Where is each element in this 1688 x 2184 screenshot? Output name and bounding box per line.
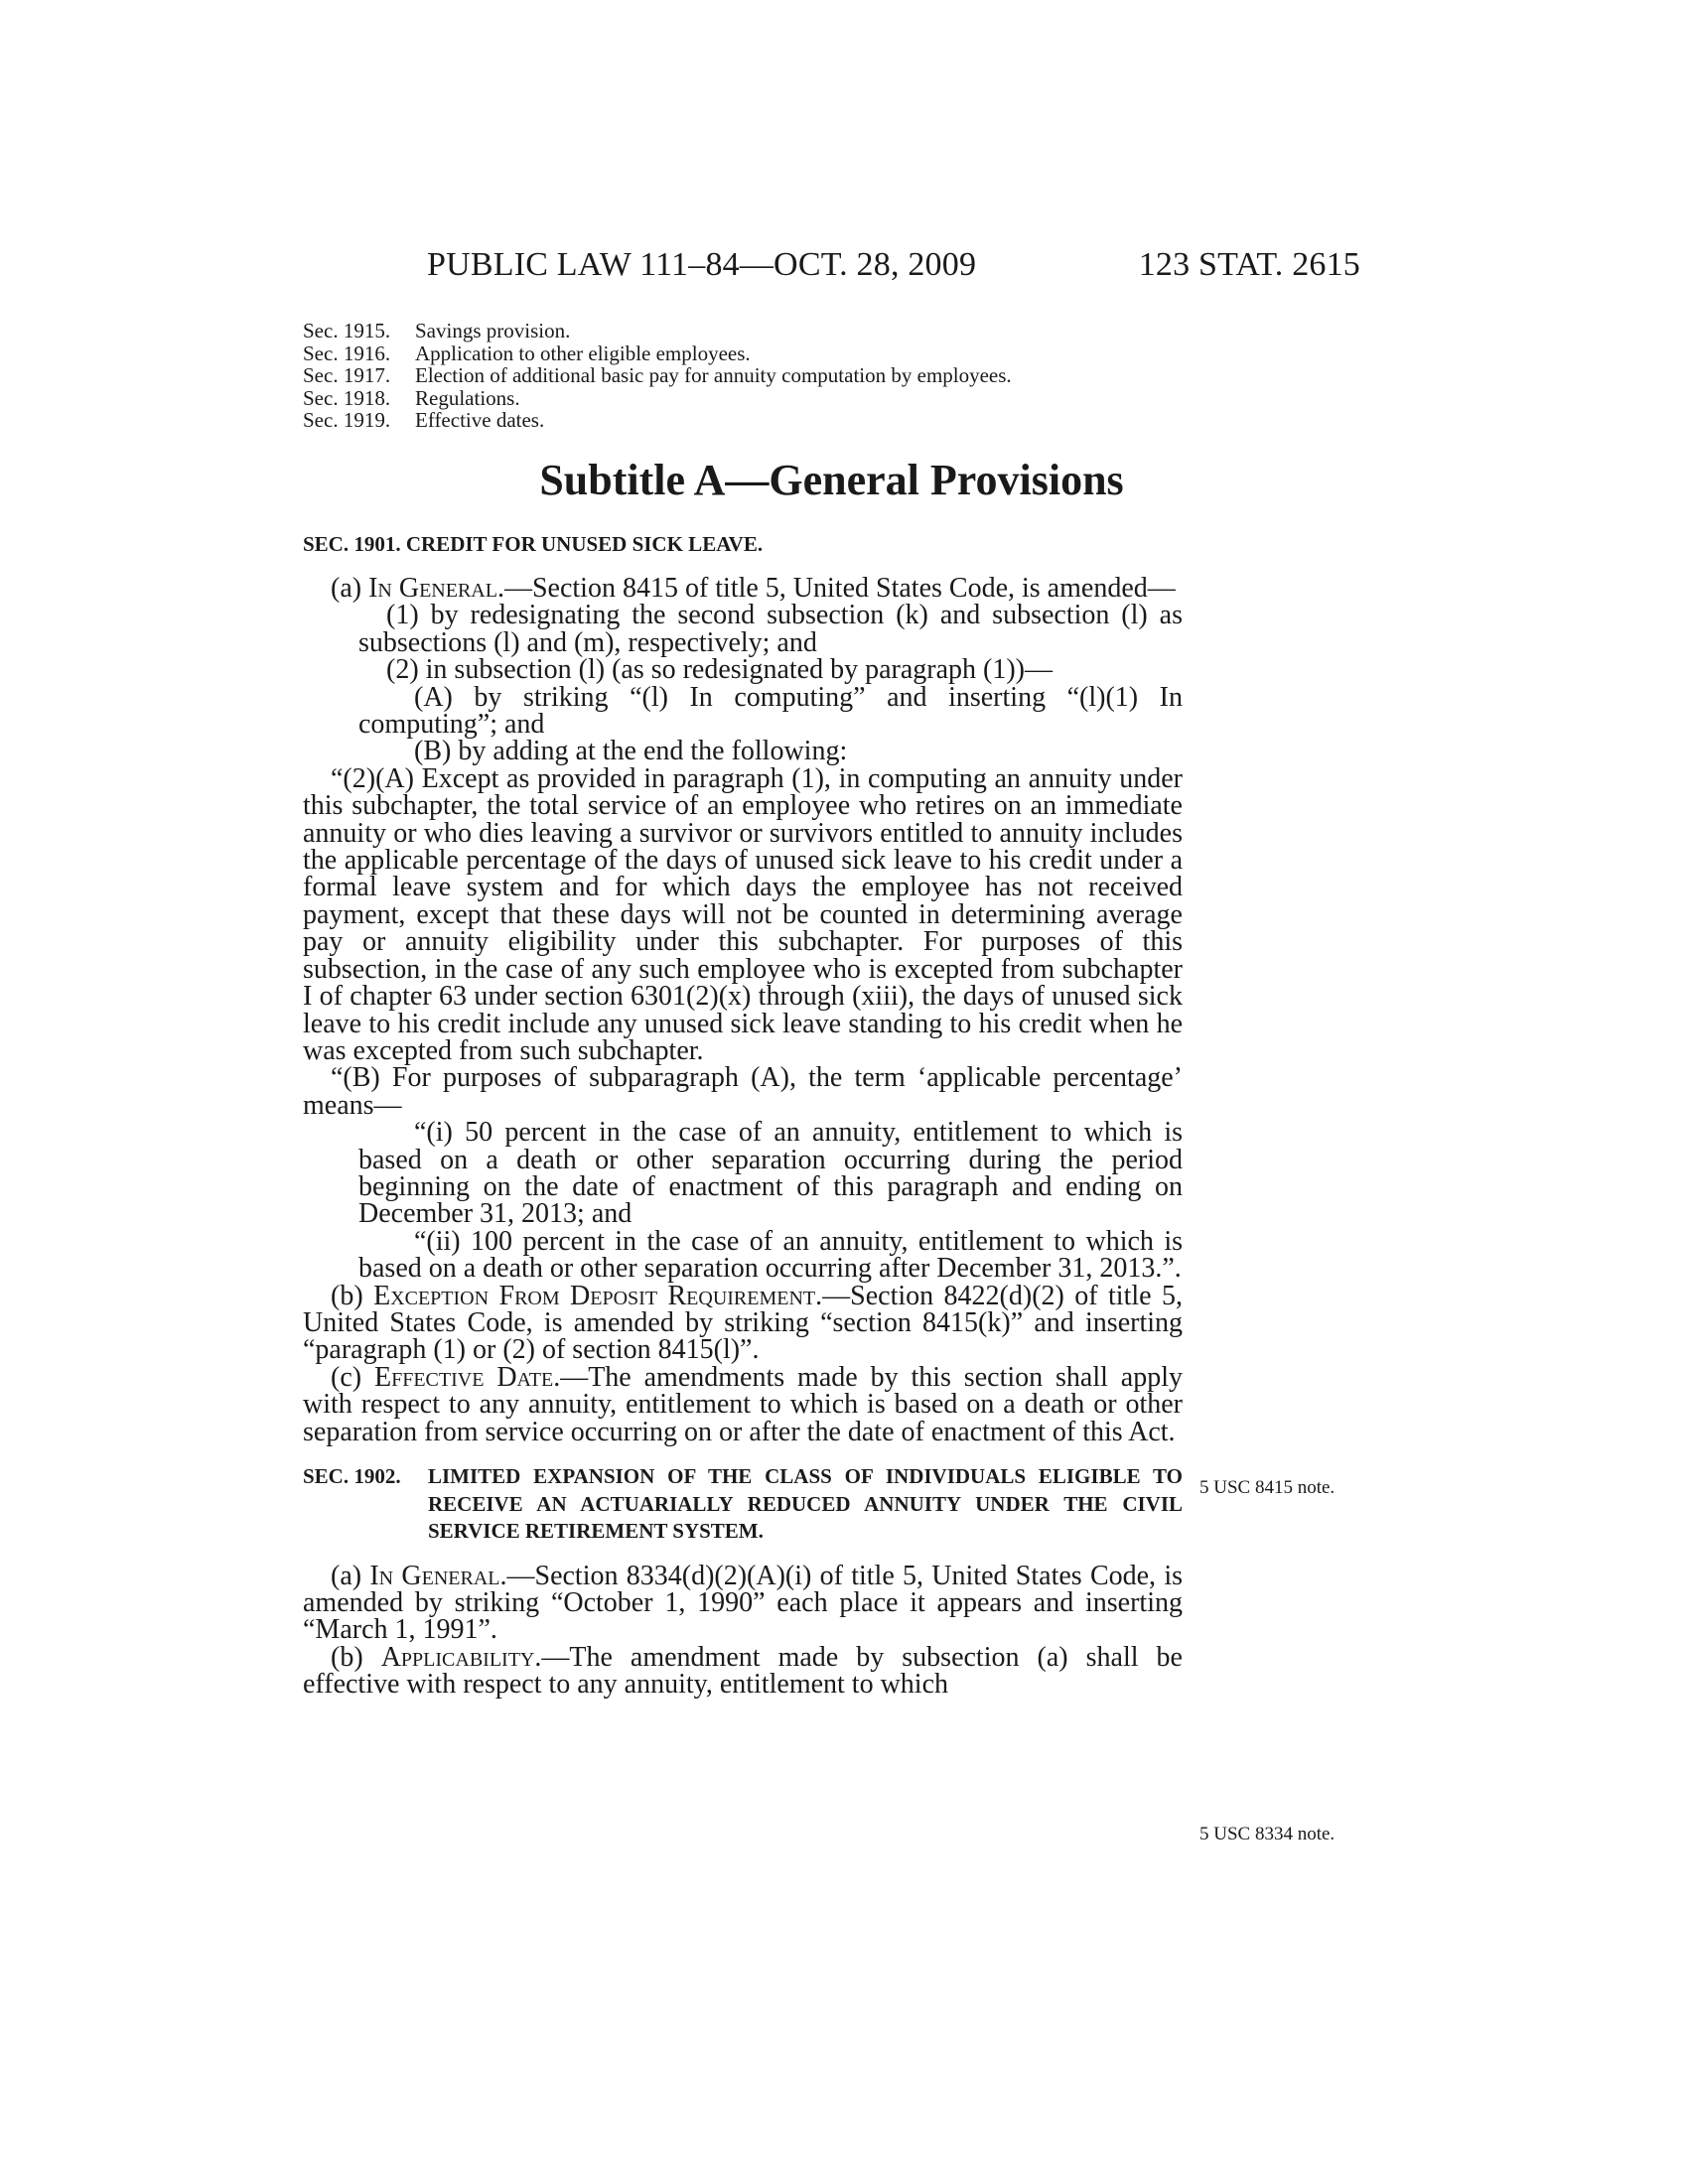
subsection-lead: (c) [331,1361,374,1393]
toc-section-number: Sec. 1915. [303,319,391,342]
toc-section-number: Sec. 1917. [303,363,391,387]
quoted-paragraph-2b: “(B) For purposes of subparagraph (A), the term ‘applicable percentage’ means— [303,1062,1183,1121]
section-1902-label: SEC. 1902. [303,1464,401,1488]
table-of-contents [303,320,1196,432]
toc-section-title: Regulations. [415,385,520,410]
subsection-heading: In General [369,1560,500,1591]
toc-section-number: Sec. 1919. [303,408,391,432]
toc-row [303,342,1196,365]
toc-section-title: Savings provision. [415,319,571,342]
statute-body [303,531,1183,1699]
toc-row [303,409,1196,432]
running-header-stat-page: 123 STAT. 2615 [1138,246,1360,283]
section-1902-heading [303,1463,1183,1546]
sec1901-paragraph-1: (1) by redesignating the second subsection (k) and subsection (l) as subsections (l) and (m), respectively; and [358,600,1183,658]
subsection-lead: (b) [331,1641,381,1673]
sec1902-subsection-b [303,1641,1183,1701]
subsection-text: .—The amendment made by subsection (a) shall be effective with respect to any annuity, entitlement to which [303,1641,1183,1701]
sec1901-subsection-c [303,1361,1184,1447]
subsection-text: .—Section 8415 of title 5, United States Code, is amended— [496,573,1176,604]
toc-row [303,364,1196,387]
subsection-heading: In General [368,573,497,604]
margin-note-8334: 5 USC 8334 note. [1199,1824,1336,1844]
margin-note-8415: 5 USC 8415 note. [1199,1477,1336,1498]
toc-section-title: Application to other eligible employees. [415,341,751,365]
subsection-heading: Exception From Deposit Requirement [373,1280,816,1311]
sec1901-subsection-a [303,575,1183,602]
toc-row [303,320,1196,342]
subsection-lead: (a) [331,573,369,604]
quoted-clause-ii: “(ii) 100 percent in the case of an annuity, entitlement to which is based on a death or other separation occurring after December 31, 2013.”. [358,1225,1183,1285]
subtitle-heading: Subtitle A—General Provisions [539,456,1124,504]
quoted-clause-i: “(i) 50 percent in the case of an annuity, entitlement to which is based on a death or other separation occurring during the period beginning on the date of enactment of this paragraph and ending on December 31, 2013; and [358,1117,1183,1230]
subsection-text: .—The amendments made by this section shall apply with respect to any annuity, entitlement to which is based on a death or other separation from service occurring on or after the date of enactment of this Act. [303,1361,1184,1447]
toc-section-number: Sec. 1916. [303,341,391,365]
subsection-text: .—Section 8334(d)(2)(A)(i) of title 5, United States Code, is amended by striking “October 1, 1990” each place it appears and inserting “March 1, 1991”. [303,1560,1183,1646]
sec1901-subsection-b [303,1280,1183,1366]
quoted-paragraph-2a: “(2)(A) Except as provided in paragraph (1), in computing an annuity under this subchapter, the total service of an employee who retires on an immediate annuity or who dies leaving a survivor or survivors entitled to annuity includes the applicable percentage of the days of unused sick leave to his credit under a formal leave system and for which days the employee has not received payment, except that these days will not be counted in determining average pay or annuity eligibility under this subchapter. For purposes of this subsection, in the case of any such employee who is excepted from subchapter I of chapter 63 under section 6301(2)(x) through (xiii), the days of unused sick leave to his credit include any unused sick leave standing to his credit when he was excepted from such subchapter. [303,762,1183,1066]
toc-section-number: Sec. 1918. [303,385,391,410]
section-1902-title: LIMITED EXPANSION OF THE CLASS OF INDIVIDUALS ELIGIBLE TO RECEIVE AN ACTUARIALLY REDUCED ANNUITY UNDER THE CIVIL SERVICE RETIREMENT SYSTEM. [428,1464,1183,1543]
sec1902-subsection-a [303,1560,1183,1646]
section-1901-heading: SEC. 1901. CREDIT FOR UNUSED SICK LEAVE. [303,532,764,556]
subsection-lead: (a) [331,1560,370,1591]
subsection-lead: (b) [331,1280,374,1311]
toc-section-title: Effective dates. [415,408,545,432]
toc-row [303,387,1196,410]
subsection-heading: Applicability [380,1641,535,1673]
subsection-heading: Effective Date [373,1361,554,1393]
running-header-title: PUBLIC LAW 111–84—OCT. 28, 2009 [427,246,977,283]
subsection-text: .—Section 8422(d)(2) of title 5, United States Code, is amended by striking “section 8415(k)” and inserting “paragraph (1) or (2) of section 8415(l)”. [303,1280,1183,1366]
sec1901-paragraph-2: (2) in subsection (l) (as so redesignated by paragraph (1))— [386,654,1054,686]
toc-section-title: Election of additional basic pay for annuity computation by employees. [415,363,1012,387]
sec1901-subparagraph-a: (A) by striking “(l) In computing” and inserting “(l)(1) In computing”; and [358,681,1183,741]
sec1901-subparagraph-b: (B) by adding at the end the following: [414,736,848,767]
